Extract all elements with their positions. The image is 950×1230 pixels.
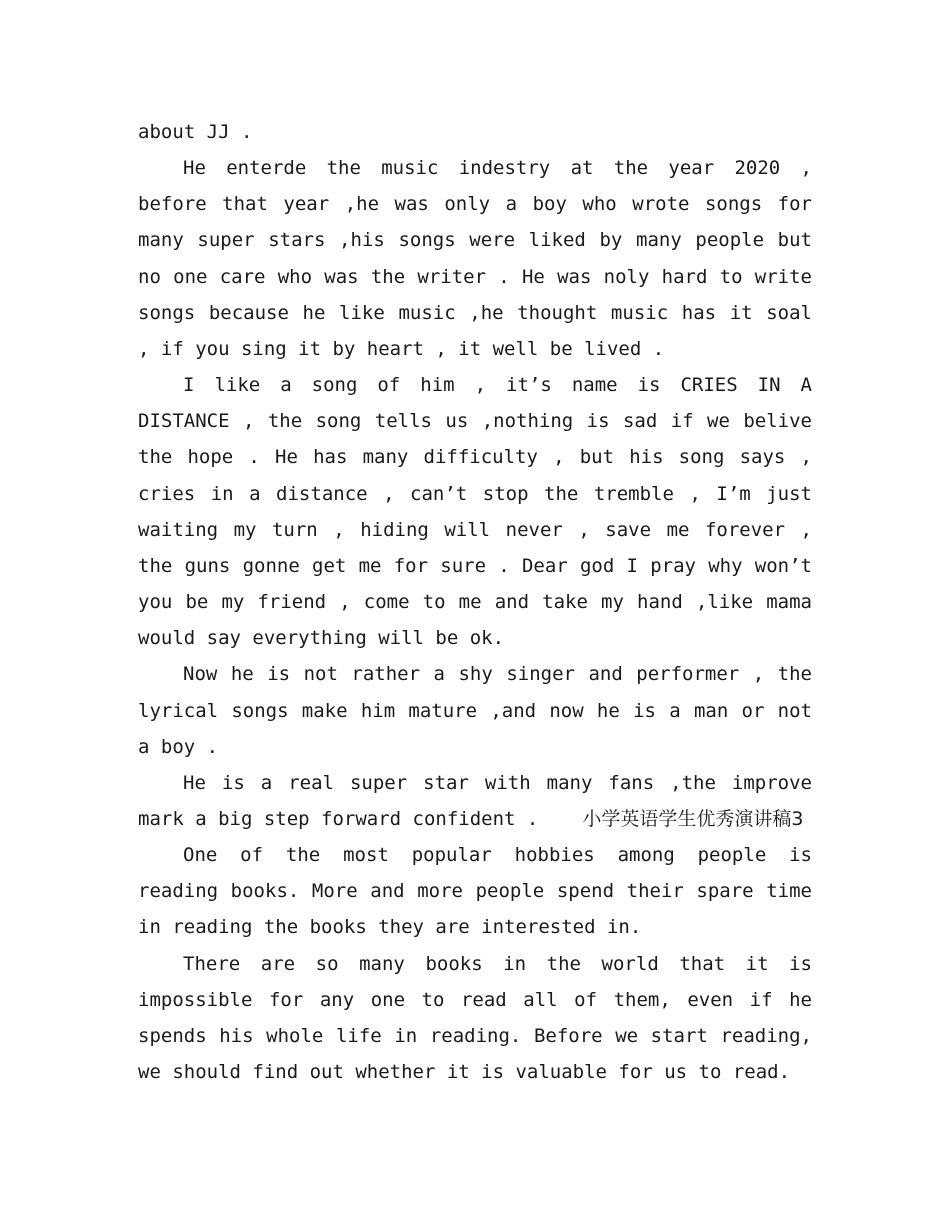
paragraph-7-text: There are so many books in the world that it is impossible for any one to read all of them, even if he spends his whole life in reading. Before we start reading, we should find out whether it is valuable for us to read. — [138, 952, 812, 1084]
paragraph-2-text: He enterde the music indestry at the year 2020 , before that year ,he was only a boy who wrote songs for many super stars ,his songs were liked by many people but no one care who was the writer . He was noly hard to write songs because he like music ,he thought music has it soal , if you sing it by heart , it well be lived . — [138, 157, 812, 360]
paragraph-3-text: I like a song of him , it’s name is CRIES IN A DISTANCE , the song tells us ,nothing is sad if we belive the hope . He has many difficulty , but his song says , cries in a distance , can’t stop the tremble , I’m just waiting my turn , hiding will never , save me forever , the guns gonne get me for sure . Dear god I pray why won’t you be my friend , come to me and take my hand ,like mama would say everything will be ok. — [138, 374, 812, 650]
paragraph-1 — [138, 114, 812, 150]
document-body — [138, 114, 812, 1090]
paragraph-3 — [138, 367, 812, 656]
paragraph-1-text: about JJ . — [138, 121, 253, 143]
paragraph-5 — [138, 765, 812, 837]
paragraph-4-text: Now he is not rather a shy singer and performer , the lyrical songs make him mature ,and now he is a man or not a boy . — [138, 663, 812, 758]
paragraph-4 — [138, 656, 812, 764]
paragraph-5-text: He is a real super star with many fans ,the improve mark a big step forward confident . — [138, 771, 812, 830]
paragraph-7 — [138, 946, 812, 1091]
section-heading: 小学英语学生优秀演讲稿3 — [582, 807, 804, 830]
paragraph-6 — [138, 837, 812, 945]
paragraph-2 — [138, 150, 812, 367]
paragraph-6-text: One of the most popular hobbies among people is reading books. More and more people spend their spare time in reading the books they are interested in. — [138, 844, 812, 939]
